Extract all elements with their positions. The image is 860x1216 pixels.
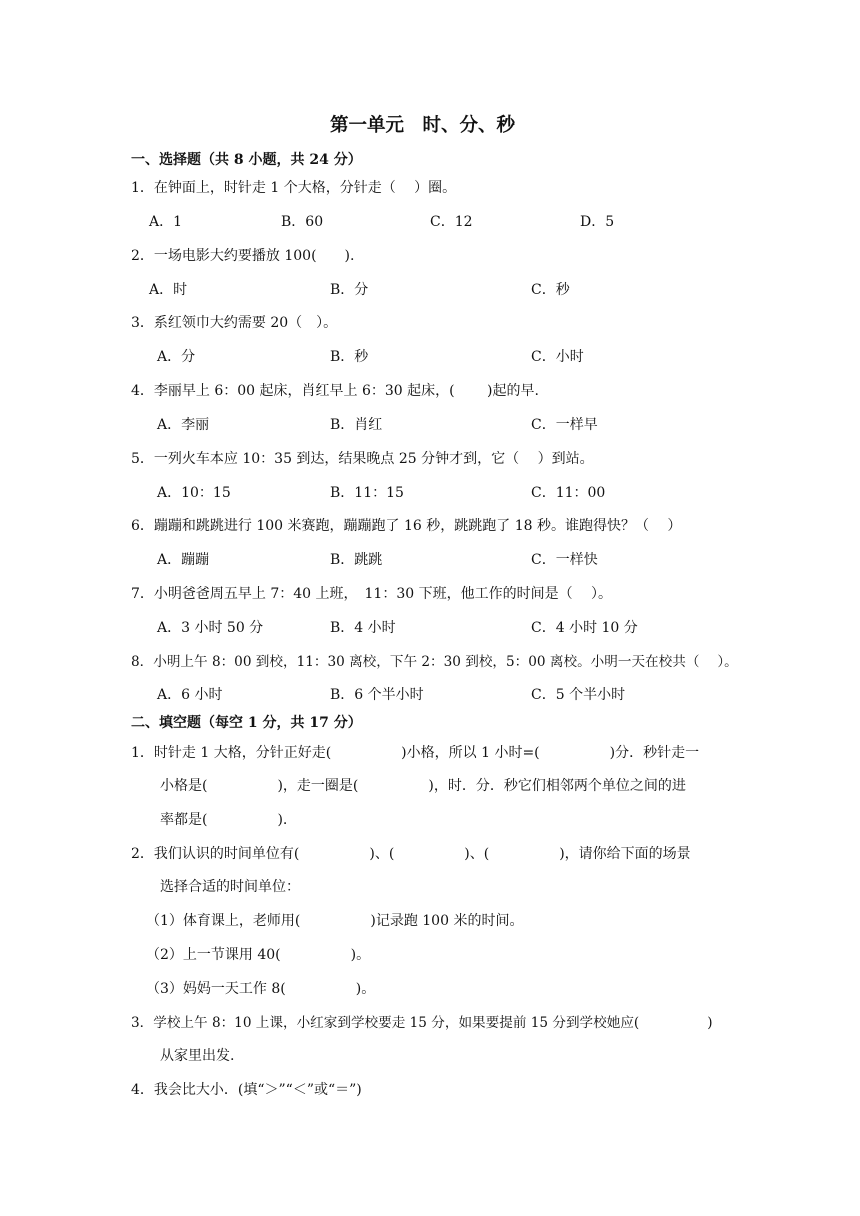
- option-c: C．一样快: [531, 552, 598, 568]
- option-d: D．5: [580, 214, 615, 230]
- question-stem: 5．一列火车本应 10：35 到达，结果晚点 25 分钟才到，它（ ）到站。: [131, 451, 594, 467]
- option-a: A．蹦蹦: [157, 552, 210, 568]
- option-c: C．5 个半小时: [531, 687, 626, 703]
- option-a: A．6 小时: [157, 687, 223, 703]
- option-c: C．秒: [531, 282, 570, 298]
- option-b: B．4 小时: [330, 620, 396, 636]
- fill-line: （3）妈妈一天工作 8( )。: [146, 981, 376, 997]
- question-stem: 4．李丽早上 6：00 起床，肖红早上 6：30 起床，( )起的早.: [131, 383, 539, 399]
- section-heading-choice: 一、选择题（共 8 小题，共 24 分）: [131, 152, 362, 168]
- option-b: B．11：15: [330, 485, 404, 501]
- question-stem: 6．蹦蹦和跳跳进行 100 米赛跑，蹦蹦跑了 16 秒，跳跳跑了 18 秒。谁跑得快？（ ）: [131, 518, 682, 534]
- option-a: A．李丽: [157, 417, 210, 433]
- question-stem: 3．系红领巾大约需要 20（ ）。: [131, 315, 338, 331]
- option-b: B．跳跳: [330, 552, 383, 568]
- option-a: A．时: [149, 282, 188, 298]
- option-c: C．小时: [531, 349, 584, 365]
- option-b: B．60: [281, 214, 324, 230]
- option-a: A．10：15: [157, 485, 231, 501]
- fill-line: 从家里出发.: [160, 1048, 235, 1064]
- option-c: C．11：00: [531, 485, 606, 501]
- option-b: B．秒: [330, 349, 369, 365]
- option-c: C．一样早: [531, 417, 598, 433]
- option-b: B．肖红: [330, 417, 383, 433]
- fill-line: 小格是( )，走一圈是( )，时．分．秒它们相邻两个单位之间的进: [160, 778, 686, 794]
- fill-line: （2）上一节课用 40( )。: [146, 947, 371, 963]
- option-c: C．12: [430, 214, 473, 230]
- fill-line: 2．我们认识的时间单位有( )、( )、( )，请你给下面的场景: [131, 846, 691, 862]
- option-a: A．3 小时 50 分: [157, 620, 264, 636]
- question-stem: 2．一场电影大约要播放 100( ).: [131, 248, 355, 264]
- fill-line: 率都是( ).: [160, 812, 288, 828]
- fill-line: 3．学校上午 8：10 上课，小红家到学校要走 15 分，如果要提前 15 分到学校她应( ): [131, 1015, 713, 1031]
- question-stem: 8．小明上午 8：00 到校，11：30 离校，下午 2：30 到校，5：00 离校。小明一天在校共（ ）。: [131, 654, 738, 670]
- option-c: C．4 小时 10 分: [531, 620, 638, 636]
- option-a: A．1: [149, 214, 183, 230]
- option-a: A．分: [157, 349, 196, 365]
- fill-line: 选择合适的时间单位：: [160, 879, 300, 895]
- question-stem: 1．在钟面上，时针走 1 个大格，分针走（ ）圈。: [131, 180, 457, 196]
- fill-line: 4．我会比大小．(填“＞”“＜”或“＝”): [131, 1082, 362, 1098]
- option-b: B．6 个半小时: [330, 687, 424, 703]
- page-title: 第一单元 时、分、秒: [330, 115, 516, 136]
- question-stem: 7．小明爸爸周五早上 7：40 上班， 11：30 下班，他工作的时间是（ ）。: [131, 586, 613, 602]
- fill-line: （1）体育课上，老师用( )记录跑 100 米的时间。: [146, 913, 524, 929]
- section-heading-fill: 二、填空题（每空 1 分，共 17 分）: [131, 715, 362, 731]
- option-b: B．分: [330, 282, 369, 298]
- fill-line: 1．时针走 1 大格，分针正好走( )小格，所以 1 小时=( )分．秒针走一: [131, 745, 700, 761]
